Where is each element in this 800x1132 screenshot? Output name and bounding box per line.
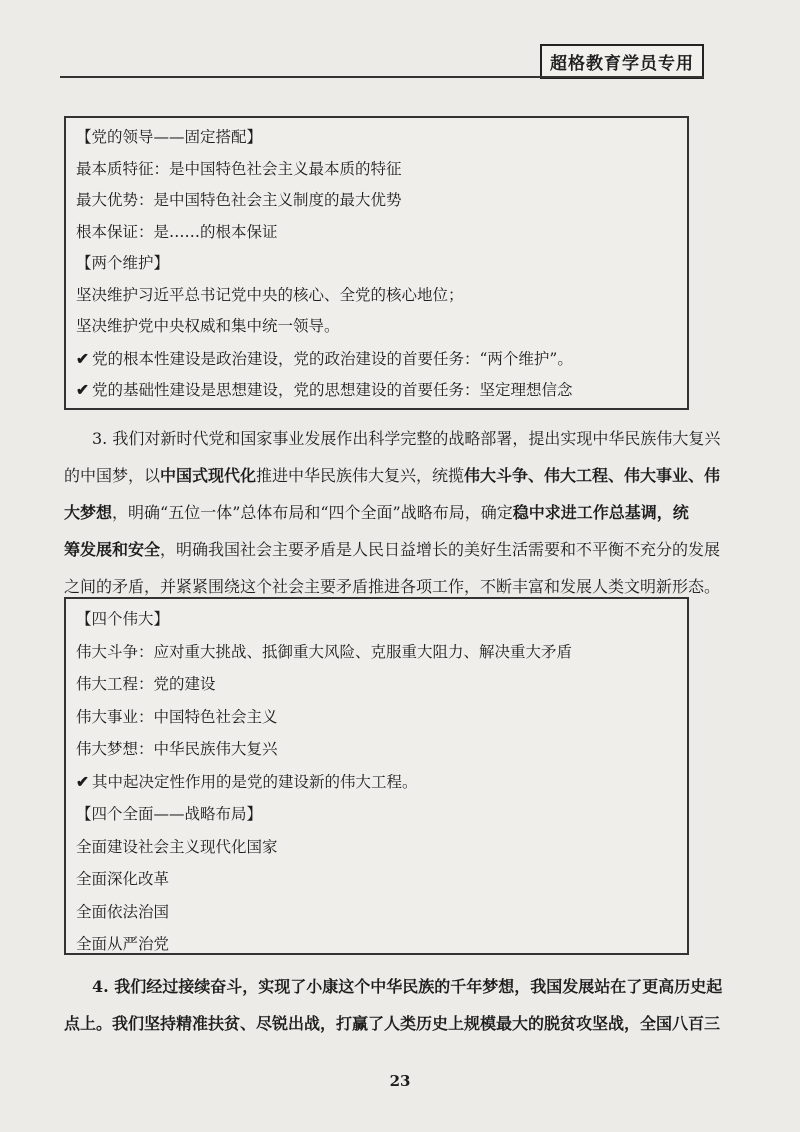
- box-line: 根本保证：是……的根本保证: [76, 222, 278, 241]
- paragraph-line: 4. 我们经过接续奋斗，实现了小康这个中华民族的千年梦想，我国发展站在了更高历史起: [92, 977, 723, 996]
- bold-text: 中国式现代化: [160, 466, 257, 485]
- text-run: ，明确“五位一体”总体布局和“四个全面”战略布局，确定: [112, 503, 513, 522]
- paragraph-4: [64, 968, 723, 1042]
- text-run: 推进中华民族伟大复兴，统揽: [256, 466, 465, 485]
- box-line: 最大优势：是中国特色社会主义制度的最大优势: [76, 191, 402, 209]
- paragraph-3: [64, 420, 721, 605]
- box-line: 伟大工程：党的建设: [76, 675, 216, 693]
- note-box-party-leadership: [64, 116, 689, 410]
- page-number: 23: [389, 1072, 411, 1090]
- note-box-four-greats: [64, 597, 689, 955]
- box-line: 伟大事业：中国特色社会主义: [76, 707, 278, 726]
- box-line: 【党的领导——固定搭配】: [76, 128, 263, 146]
- box-line: 全面建设社会主义现代化国家: [76, 837, 278, 856]
- header-rule: [60, 76, 704, 78]
- box-line: 【四个伟大】: [76, 610, 170, 628]
- paragraph-line: 点上。我们坚持精准扶贫、尽锐出战，打赢了人类历史上规模最大的脱贫攻坚战，全国八百三: [64, 1014, 721, 1033]
- box-line: 坚决维护习近平总书记党中央的核心、全党的核心地位；: [76, 285, 464, 304]
- paragraph-line: [64, 531, 721, 568]
- checkmark-icon: ✔: [76, 771, 89, 791]
- bold-text: 筹发展和安全: [64, 540, 161, 559]
- paragraph-line: [64, 494, 690, 531]
- bold-text: 伟大斗争、伟大工程、伟大事业、伟: [464, 466, 721, 485]
- checkmark-icon: ✔: [76, 380, 89, 399]
- box-line: 伟大斗争：应对重大挑战、抵御重大风险、克服重大阻力、解决重大矛盾: [76, 642, 573, 661]
- box-line: 坚决维护党中央权威和集中统一领导。: [76, 317, 340, 335]
- paragraph-line: [64, 457, 721, 494]
- paragraph-line: 之间的矛盾，并紧紧围绕这个社会主要矛盾推进各项工作，不断丰富和发展人类文明新形态。: [64, 577, 721, 596]
- check-text: 其中起决定性作用的是党的建设新的伟大工程。: [92, 772, 418, 791]
- box-line: 【四个全面——战略布局】: [76, 805, 263, 823]
- box-line: 伟大梦想：中华民族伟大复兴: [76, 740, 278, 758]
- paragraph-line: 3. 我们对新时代党和国家事业发展作出科学完整的战略部署，提出实现中华民族伟大复兴: [92, 429, 721, 448]
- box-line: 全面依法治国: [76, 902, 170, 921]
- checkmark-icon: ✔: [76, 348, 89, 368]
- text-run: ，明确我国社会主要矛盾是人民日益增长的美好生活需要和不平衡不充分的发展: [160, 540, 721, 559]
- box-line: 最本质特征：是中国特色社会主义最本质的特征: [76, 159, 402, 178]
- check-text: 党的基础性建设是思想建设，党的思想建设的首要任务：坚定理想信念: [92, 381, 573, 399]
- brand-label: 超格教育学员专用: [540, 44, 704, 79]
- box-line: 【两个维护】: [76, 254, 170, 272]
- check-text: 党的根本性建设是政治建设，党的政治建设的首要任务：“两个维护”。: [92, 349, 573, 368]
- box-check-line: [76, 766, 677, 799]
- box-line: 全面从严治党: [76, 935, 170, 953]
- box-check-line: [76, 343, 677, 375]
- box-line: 全面深化改革: [76, 870, 170, 888]
- bold-text: 稳中求进工作总基调，统: [512, 503, 689, 522]
- bold-text: 大梦想: [64, 503, 113, 522]
- text-run: 的中国梦，以: [64, 466, 161, 485]
- box-check-line: [76, 374, 677, 406]
